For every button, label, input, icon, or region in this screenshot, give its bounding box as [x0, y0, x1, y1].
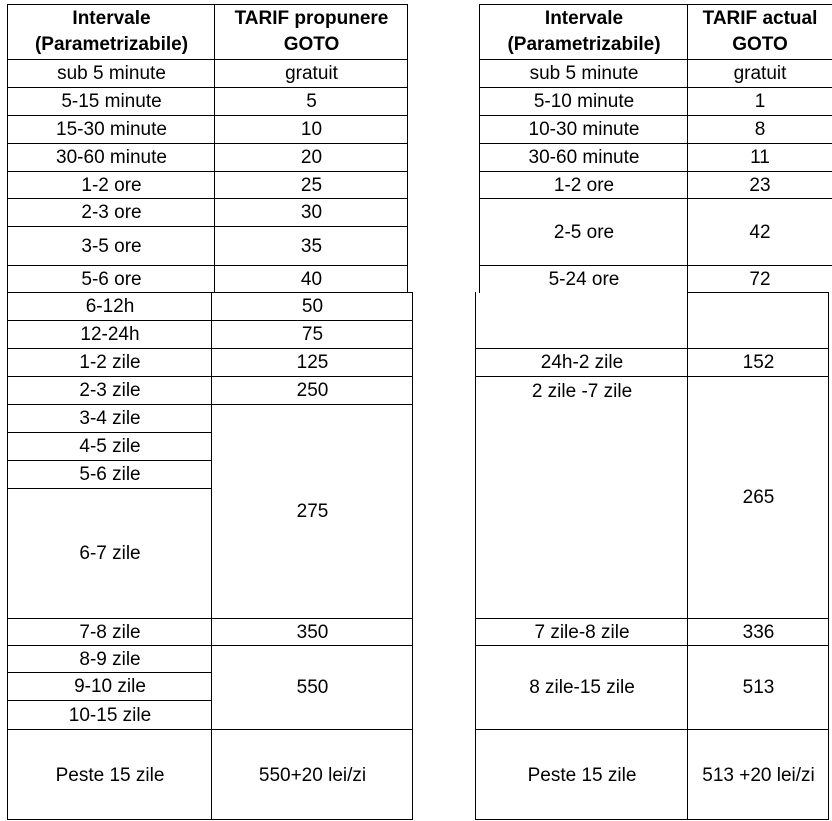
right-hline: [476, 819, 829, 820]
left-hline: [8, 460, 212, 461]
left-row-20-interval: 10-15 zile: [68, 704, 152, 726]
left-vline: [214, 4, 215, 293]
right-hline: [476, 729, 829, 730]
right-row-6-interval: 2-5 ore: [553, 221, 615, 243]
right-hline: [480, 115, 832, 116]
left-hline: [8, 171, 408, 172]
right-row-4-tarif: 11: [750, 147, 770, 168]
left-hline: [8, 729, 412, 730]
left-hline: [8, 143, 408, 144]
right-row-12-tarif: 513: [742, 677, 775, 698]
right-row-12-interval: 8 zile-15 zile: [529, 677, 635, 698]
right-row-3-interval: 10-30 minute: [528, 119, 640, 140]
left-row-17-interval: 7-8 zile: [79, 621, 141, 643]
left-merged-tarif-3-7-zile: 275: [296, 501, 329, 522]
left-row-1-tarif: gratuit: [285, 63, 338, 84]
left-hline: [8, 672, 212, 673]
left-vline: [7, 4, 8, 820]
left-hline: [8, 292, 412, 293]
right-hline: [480, 87, 832, 88]
left-row-12-interval: 2-3 zile: [79, 380, 141, 401]
left-hline: [8, 488, 212, 489]
left-row-10-interval: 12-24h: [80, 324, 140, 345]
left-vline: [412, 292, 413, 820]
right-hline: [476, 645, 829, 646]
left-row-15-interval: 5-6 zile: [79, 464, 141, 485]
right-hline: [480, 198, 832, 199]
right-row-11-interval: 7 zile-8 zile: [534, 621, 630, 643]
right-hline: [480, 59, 832, 60]
right-row-1-interval: sub 5 minute: [529, 63, 639, 84]
right-vline: [479, 4, 480, 293]
left-hline: [8, 404, 412, 405]
left-row-3-tarif: 10: [300, 119, 323, 140]
left-header-tarif: TARIF propunere GOTO: [234, 8, 389, 55]
left-hline: [8, 320, 412, 321]
right-row-2-interval: 5-10 minute: [533, 91, 635, 112]
left-hline: [8, 348, 412, 349]
right-row-8-tarif-empty: [688, 293, 829, 349]
right-hline: [480, 4, 832, 5]
left-row-2-tarif: 5: [306, 91, 317, 112]
left-row-1-interval: sub 5 minute: [57, 63, 166, 84]
left-hline: [8, 432, 212, 433]
left-row-21-tarif: 550+20 lei/zi: [258, 764, 367, 786]
left-row-5-interval: 1-2 ore: [81, 174, 142, 196]
right-row-1-tarif: gratuit: [733, 63, 787, 84]
right-row-11-tarif: 336: [742, 621, 775, 643]
left-row-17-tarif: 350: [296, 621, 329, 643]
left-row-3-interval: 15-30 minute: [56, 119, 167, 140]
right-vline: [828, 292, 829, 820]
left-hline: [8, 59, 408, 60]
left-row-5-tarif: 25: [300, 174, 323, 196]
left-hline: [8, 198, 408, 199]
right-row-8-interval-empty: [476, 293, 688, 349]
right-row-6-tarif: 42: [749, 221, 771, 243]
left-row-19-interval: 9-10 zile: [74, 676, 146, 697]
left-row-8-interval: 5-6 ore: [81, 268, 142, 290]
right-hline: [476, 376, 829, 377]
left-header-interval: Intervale (Parametrizabile): [34, 8, 189, 55]
right-row-13-interval: Peste 15 zile: [527, 764, 637, 786]
left-row-11-interval: 1-2 zile: [79, 352, 141, 373]
right-hline: [480, 143, 832, 144]
left-hline: [8, 4, 408, 5]
left-row-8-tarif: 40: [300, 268, 323, 290]
right-header-tarif: TARIF actual GOTO: [702, 8, 818, 55]
left-row-9-interval: 6-12h: [85, 296, 135, 317]
left-row-7-interval: 3-5 ore: [81, 235, 142, 257]
left-hline: [8, 819, 412, 820]
left-merged-tarif-8-15-zile: 550: [296, 677, 329, 698]
left-hline: [8, 618, 412, 619]
right-row-5-tarif: 23: [749, 174, 771, 196]
right-header-interval: Intervale (Parametrizabile): [507, 8, 661, 55]
right-row-5-interval: 1-2 ore: [553, 174, 615, 196]
left-row-6-interval: 2-3 ore: [81, 202, 142, 223]
right-row-2-tarif: 1: [754, 91, 766, 112]
right-hline: [688, 292, 829, 293]
right-row-7-interval: 5-24 ore: [548, 268, 620, 290]
left-vline: [211, 292, 212, 820]
right-row-7-tarif: 72: [749, 268, 771, 290]
right-row-3-tarif: 8: [754, 119, 766, 140]
right-row-13-tarif: 513 +20 lei/zi: [702, 764, 815, 786]
right-row-4-interval: 30-60 minute: [528, 147, 640, 168]
left-row-11-tarif: 125: [296, 352, 329, 373]
right-hline: [476, 618, 829, 619]
left-hline: [8, 115, 408, 116]
right-hline: [476, 348, 829, 349]
left-row-4-interval: 30-60 minute: [56, 147, 167, 168]
left-row-10-tarif: 75: [301, 324, 324, 345]
left-row-16-interval: 6-7 zile: [79, 543, 141, 564]
left-hline: [8, 265, 408, 266]
left-hline: [8, 376, 412, 377]
left-row-18-interval: 8-9 zile: [79, 648, 141, 670]
left-row-6-tarif: 30: [300, 202, 323, 223]
right-row-9-interval: 24h-2 zile: [540, 352, 624, 373]
left-row-21-interval: Peste 15 zile: [55, 764, 165, 786]
left-hline: [8, 700, 212, 701]
left-row-13-interval: 3-4 zile: [79, 408, 141, 429]
left-row-4-tarif: 20: [300, 147, 323, 168]
left-row-2-interval: 5-15 minute: [61, 91, 162, 112]
right-vline: [687, 4, 688, 820]
right-hline: [480, 171, 832, 172]
left-hline: [8, 87, 408, 88]
right-vline: [475, 292, 476, 820]
right-hline: [480, 265, 832, 266]
right-row-10-interval: 2 zile -7 zile: [531, 381, 633, 402]
left-hline: [8, 645, 412, 646]
left-hline: [8, 226, 408, 227]
left-row-14-interval: 4-5 zile: [79, 436, 141, 457]
left-row-7-tarif: 35: [300, 235, 323, 257]
right-row-10-tarif: 265: [742, 487, 775, 508]
left-vline: [407, 4, 408, 293]
left-row-12-tarif: 250: [296, 380, 329, 401]
right-row-9-tarif: 152: [742, 352, 775, 373]
left-row-9-tarif: 50: [301, 296, 324, 317]
